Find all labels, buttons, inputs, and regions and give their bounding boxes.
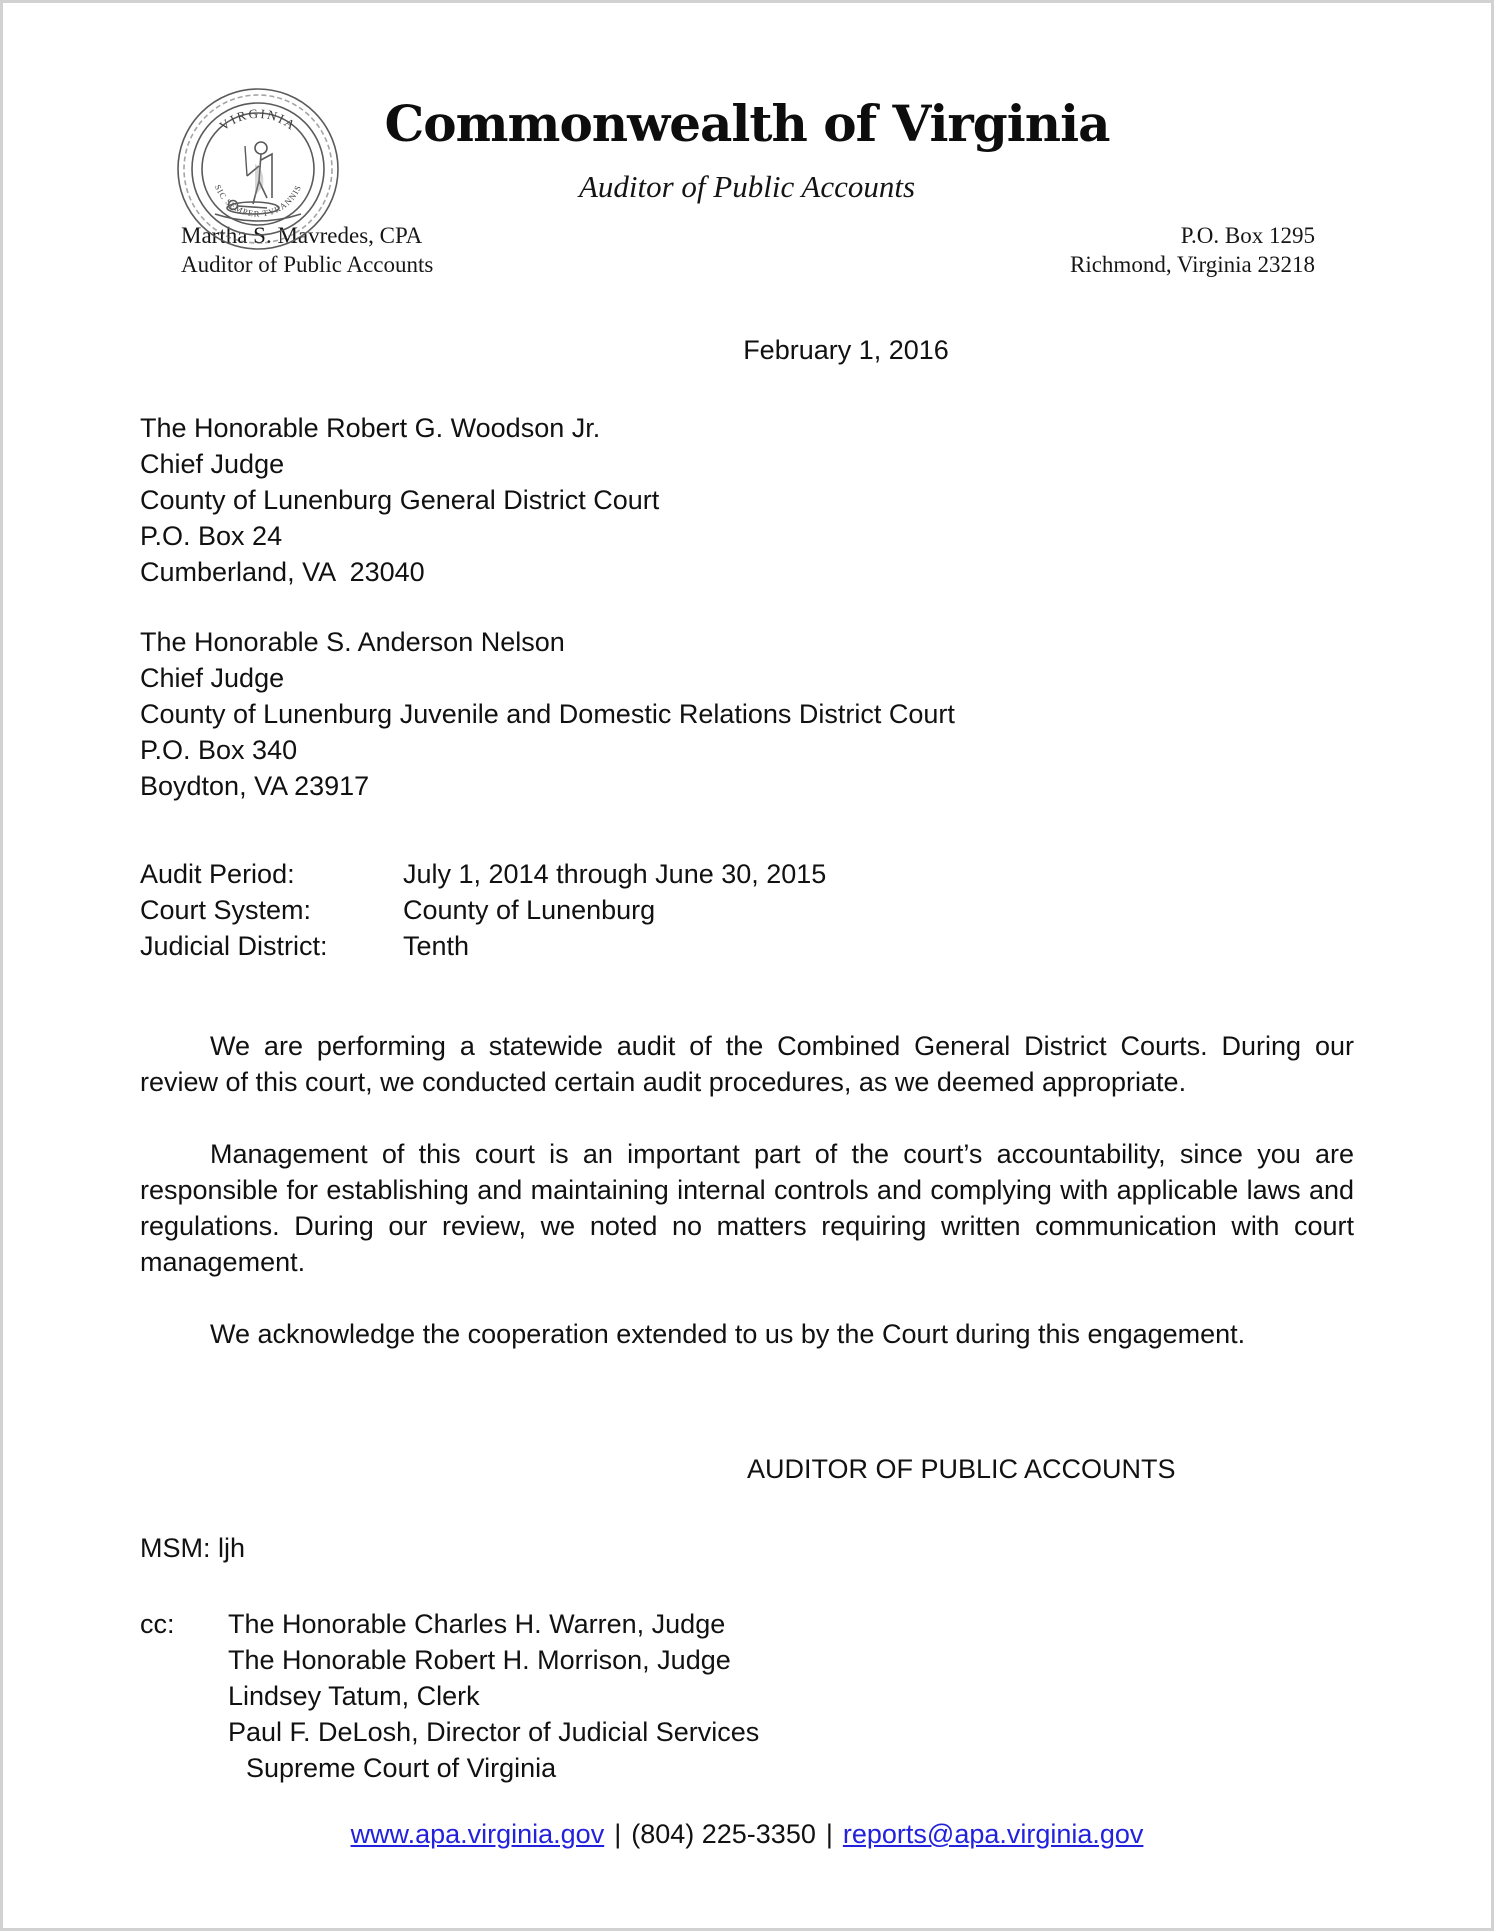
recipient-line: County of Lunenburg Juvenile and Domestic Relations District Court — [140, 699, 955, 729]
recipient-line: P.O. Box 340 — [140, 735, 298, 765]
cc-block — [140, 1606, 1354, 1786]
letter-date: February 1, 2016 — [743, 335, 949, 365]
footer-contact-line — [3, 1819, 1491, 1850]
audit-row-judicial-district — [140, 928, 1354, 964]
audit-period-value: July 1, 2014 through June 30, 2015 — [403, 859, 827, 889]
recipient-line: Cumberland, VA 23040 — [140, 557, 425, 587]
cc-list — [228, 1606, 759, 1786]
recipient-line: The Honorable Robert G. Woodson Jr. — [140, 413, 601, 443]
body-paragraph-1: We are performing a statewide audit of the Combined General District Courts. During our review of this court, we conducted certain audit procedures, as we deemed appropriate. — [140, 1031, 1354, 1097]
svg-text:VIRGINIA: VIRGINIA — [216, 105, 300, 134]
cc-item: The Honorable Charles H. Warren, Judge — [228, 1609, 726, 1639]
address-line-2: Richmond, Virginia 23218 — [1069, 252, 1315, 277]
cc-item: Paul F. DeLosh, Director of Judicial Services — [228, 1717, 760, 1747]
audit-info — [140, 856, 1354, 964]
official-name: Martha S. Mavredes, CPA — [181, 223, 423, 248]
address-line-1: P.O. Box 1295 — [1180, 223, 1315, 248]
recipient-line: The Honorable S. Anderson Nelson — [140, 627, 565, 657]
signature-block: AUDITOR OF PUBLIC ACCOUNTS — [747, 1454, 1176, 1484]
audit-row-period — [140, 856, 1354, 892]
letterhead-subtitle: Auditor of Public Accounts — [578, 169, 916, 204]
cc-item: Supreme Court of Virginia — [246, 1753, 557, 1783]
recipient-line: P.O. Box 24 — [140, 521, 283, 551]
letterhead-address — [1070, 221, 1354, 279]
audit-period-label: Audit Period: — [140, 859, 295, 889]
judicial-district-value: Tenth — [403, 931, 470, 961]
cc-label: cc: — [140, 1609, 175, 1639]
recipient-line: Chief Judge — [140, 449, 285, 479]
cc-item: The Honorable Robert H. Morrison, Judge — [228, 1645, 731, 1675]
recipient-block-2 — [140, 624, 1354, 804]
svg-text:SIC SEMPER TYRANNIS: SIC SEMPER TYRANNIS — [212, 183, 304, 219]
footer-separator: | — [614, 1819, 622, 1849]
recipient-line: Boydton, VA 23917 — [140, 771, 370, 801]
letterhead-title: Commonwealth of Virginia — [384, 94, 1110, 153]
website-link[interactable]: www.apa.virginia.gov — [350, 1819, 605, 1849]
recipient-line: County of Lunenburg General District Court — [140, 485, 660, 515]
reference-initials: MSM: ljh — [140, 1533, 246, 1563]
recipient-block-1 — [140, 410, 1354, 590]
letter-content — [3, 3, 1491, 1928]
official-title: Auditor of Public Accounts — [181, 252, 434, 277]
court-system-label: Court System: — [140, 895, 312, 925]
court-system-value: County of Lunenburg — [403, 895, 656, 925]
phone-number: (804) 225-3350 — [631, 1819, 816, 1849]
body-paragraph-2: Management of this court is an important part of the court’s accountability, since you are responsible for establishing and maintaining internal controls and complying with applicable laws and regulations. During our review, we noted no matters requiring written communication with court management. — [140, 1139, 1354, 1277]
email-link[interactable]: reports@apa.virginia.gov — [842, 1819, 1144, 1849]
cc-item: Lindsey Tatum, Clerk — [228, 1681, 480, 1711]
recipient-line: Chief Judge — [140, 663, 285, 693]
audit-row-court-system — [140, 892, 1354, 928]
body-paragraph-3: We acknowledge the cooperation extended to us by the Court during this engagement. — [210, 1319, 1246, 1349]
judicial-district-label: Judicial District: — [140, 931, 328, 961]
footer-separator: | — [825, 1819, 833, 1849]
virginia-state-seal-icon — [175, 86, 341, 252]
